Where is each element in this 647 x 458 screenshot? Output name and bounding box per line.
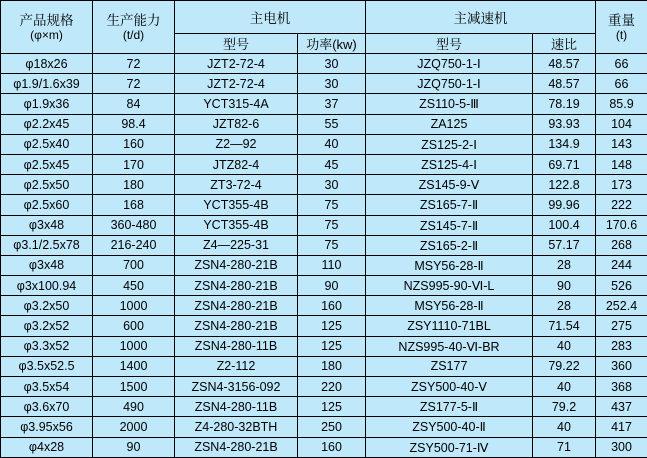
cell-reducer-ratio: 40 xyxy=(533,417,596,437)
cell-reducer-ratio: 79.2 xyxy=(533,397,596,417)
cell-product-spec: φ3x48 xyxy=(1,255,93,275)
cell-capacity: 90 xyxy=(93,437,175,457)
cell-weight: 368 xyxy=(596,377,647,397)
cell-motor-power: 125 xyxy=(298,397,366,417)
cell-reducer-model: ZS165-2-Ⅱ xyxy=(366,235,533,255)
cell-product-spec: φ3.1/2.5x78 xyxy=(1,235,93,255)
table-row xyxy=(1,54,647,74)
cell-reducer-ratio: 99.96 xyxy=(533,195,596,215)
subheader-motor-model: 型号 xyxy=(175,34,298,54)
cell-reducer-model: MSY56-28-Ⅱ xyxy=(366,296,533,316)
cell-reducer-ratio: 122.8 xyxy=(533,175,596,195)
cell-reducer-model: ZSY1110-71BL xyxy=(366,316,533,336)
subheader-motor-power: 功率(kw) xyxy=(298,34,366,54)
cell-motor-model: YCT315-4A xyxy=(175,94,298,114)
header-capacity xyxy=(93,1,175,54)
cell-motor-model: ZSN4-280-11B xyxy=(175,397,298,417)
cell-capacity: 84 xyxy=(93,94,175,114)
cell-reducer-ratio: 57.17 xyxy=(533,235,596,255)
cell-motor-model: ZSN4-280-21B xyxy=(175,316,298,336)
cell-reducer-ratio: 71 xyxy=(533,437,596,457)
cell-weight: 275 xyxy=(596,316,647,336)
cell-reducer-ratio: 28 xyxy=(533,255,596,275)
cell-reducer-model: ZS145-9-Ⅴ xyxy=(366,175,533,195)
cell-weight: 268 xyxy=(596,235,647,255)
cell-weight: 252.4 xyxy=(596,296,647,316)
cell-capacity: 168 xyxy=(93,195,175,215)
cell-reducer-model: ZSY500-40-Ⅱ xyxy=(366,417,533,437)
cell-product-spec: φ4x28 xyxy=(1,437,93,457)
table-row xyxy=(1,175,647,195)
cell-motor-model: ZSN4-280-21B xyxy=(175,255,298,275)
cell-product-spec: φ3.2x50 xyxy=(1,296,93,316)
cell-reducer-model: ZS110-5-Ⅲ xyxy=(366,94,533,114)
cell-product-spec: φ2.5x45 xyxy=(1,154,93,174)
header-weight xyxy=(596,1,647,54)
table-row xyxy=(1,94,647,114)
table-row xyxy=(1,296,647,316)
cell-capacity: 72 xyxy=(93,74,175,94)
table-row xyxy=(1,356,647,376)
table-row xyxy=(1,74,647,94)
cell-product-spec: φ2.2x45 xyxy=(1,114,93,134)
cell-capacity: 216-240 xyxy=(93,235,175,255)
cell-motor-model: JZT2-72-4 xyxy=(175,54,298,74)
cell-motor-power: 37 xyxy=(298,94,366,114)
cell-weight: 244 xyxy=(596,255,647,275)
cell-weight: 300 xyxy=(596,437,647,457)
cell-motor-model: Z2—92 xyxy=(175,134,298,154)
table-row xyxy=(1,377,647,397)
cell-weight: 173 xyxy=(596,175,647,195)
cell-motor-model: Z4—225-31 xyxy=(175,235,298,255)
table-row xyxy=(1,154,647,174)
cell-capacity: 360-480 xyxy=(93,215,175,235)
cell-motor-power: 30 xyxy=(298,54,366,74)
cell-capacity: 2000 xyxy=(93,417,175,437)
header-weight-title: 重量 xyxy=(596,13,647,28)
table-row xyxy=(1,276,647,296)
cell-reducer-model: ZS145-7-Ⅱ xyxy=(366,215,533,235)
table-row xyxy=(1,397,647,417)
cell-reducer-model: JZQ750-1-Ⅰ xyxy=(366,74,533,94)
cell-motor-power: 220 xyxy=(298,377,366,397)
cell-product-spec: φ2.5x40 xyxy=(1,134,93,154)
cell-motor-power: 45 xyxy=(298,154,366,174)
subheader-reducer-model: 型号 xyxy=(366,34,533,54)
cell-reducer-ratio: 48.57 xyxy=(533,74,596,94)
cell-motor-model: ZSN4-3156-092 xyxy=(175,377,298,397)
cell-motor-model: JZT82-6 xyxy=(175,114,298,134)
header-product-spec-unit: (φ×m) xyxy=(1,28,92,42)
cell-weight: 417 xyxy=(596,417,647,437)
cell-product-spec: φ3.5x54 xyxy=(1,377,93,397)
cell-product-spec: φ3.6x70 xyxy=(1,397,93,417)
cell-reducer-model: ZA125 xyxy=(366,114,533,134)
header-product-spec xyxy=(1,1,93,54)
table-row xyxy=(1,215,647,235)
cell-reducer-model: ZS125-2-Ⅰ xyxy=(366,134,533,154)
cell-capacity: 1500 xyxy=(93,377,175,397)
cell-capacity: 160 xyxy=(93,134,175,154)
cell-product-spec: φ1.9x36 xyxy=(1,94,93,114)
cell-reducer-ratio: 90 xyxy=(533,276,596,296)
cell-motor-power: 125 xyxy=(298,336,366,356)
cell-capacity: 98.4 xyxy=(93,114,175,134)
cell-reducer-ratio: 79.22 xyxy=(533,356,596,376)
cell-product-spec: φ3.3x52 xyxy=(1,336,93,356)
cell-motor-power: 90 xyxy=(298,276,366,296)
header-capacity-unit: (t/d) xyxy=(93,28,174,42)
cell-reducer-model: ZS177-5-Ⅱ xyxy=(366,397,533,417)
cell-weight: 85.9 xyxy=(596,94,647,114)
cell-capacity: 1400 xyxy=(93,356,175,376)
cell-reducer-model: ZSY500-71-Ⅳ xyxy=(366,437,533,457)
cell-motor-model: ZSN4-280-21B xyxy=(175,437,298,457)
table-row xyxy=(1,316,647,336)
table-row xyxy=(1,437,647,457)
subheader-reducer-ratio: 速比 xyxy=(533,34,596,54)
cell-motor-model: ZSN4-280-21B xyxy=(175,296,298,316)
cell-motor-power: 125 xyxy=(298,316,366,336)
cell-capacity: 600 xyxy=(93,316,175,336)
cell-reducer-model: ZS165-7-Ⅱ xyxy=(366,195,533,215)
table-body xyxy=(1,54,647,458)
cell-motor-model: YCT355-4B xyxy=(175,215,298,235)
cell-product-spec: φ18x26 xyxy=(1,54,93,74)
cell-weight: 143 xyxy=(596,134,647,154)
cell-weight: 360 xyxy=(596,356,647,376)
cell-weight: 170.6 xyxy=(596,215,647,235)
cell-motor-model: ZSN4-280-11B xyxy=(175,336,298,356)
cell-motor-power: 40 xyxy=(298,134,366,154)
cell-reducer-ratio: 93.93 xyxy=(533,114,596,134)
cell-capacity: 1000 xyxy=(93,296,175,316)
cell-reducer-ratio: 134.9 xyxy=(533,134,596,154)
cell-weight: 437 xyxy=(596,397,647,417)
cell-reducer-model: MSY56-28-Ⅱ xyxy=(366,255,533,275)
table-row xyxy=(1,235,647,255)
cell-capacity: 180 xyxy=(93,175,175,195)
table-header-row xyxy=(1,1,647,34)
cell-motor-power: 75 xyxy=(298,215,366,235)
cell-reducer-ratio: 78.19 xyxy=(533,94,596,114)
cell-reducer-model: NZS995-40-Ⅵ-BR xyxy=(366,336,533,356)
cell-reducer-ratio: 69.71 xyxy=(533,154,596,174)
cell-motor-model: JTZ82-4 xyxy=(175,154,298,174)
cell-motor-power: 75 xyxy=(298,235,366,255)
cell-motor-power: 160 xyxy=(298,437,366,457)
cell-capacity: 700 xyxy=(93,255,175,275)
cell-motor-power: 180 xyxy=(298,356,366,376)
cell-motor-power: 160 xyxy=(298,296,366,316)
header-product-spec-title: 产品规格 xyxy=(1,13,92,28)
cell-product-spec: φ3.5x52.5 xyxy=(1,356,93,376)
cell-reducer-ratio: 100.4 xyxy=(533,215,596,235)
cell-motor-model: ZT3-72-4 xyxy=(175,175,298,195)
cell-motor-power: 30 xyxy=(298,175,366,195)
cell-motor-model: ZSN4-280-21B xyxy=(175,276,298,296)
cell-motor-power: 55 xyxy=(298,114,366,134)
cell-weight: 526 xyxy=(596,276,647,296)
cell-motor-power: 110 xyxy=(298,255,366,275)
cell-motor-power: 250 xyxy=(298,417,366,437)
table-row xyxy=(1,255,647,275)
cell-reducer-ratio: 40 xyxy=(533,377,596,397)
cell-reducer-ratio: 40 xyxy=(533,336,596,356)
cell-reducer-model: JZQ750-1-Ⅰ xyxy=(366,54,533,74)
cell-reducer-model: ZS125-4-Ⅰ xyxy=(366,154,533,174)
cell-capacity: 170 xyxy=(93,154,175,174)
table-row xyxy=(1,114,647,134)
table-row xyxy=(1,195,647,215)
cell-reducer-ratio: 48.57 xyxy=(533,54,596,74)
cell-weight: 148 xyxy=(596,154,647,174)
cell-product-spec: φ2.5x60 xyxy=(1,195,93,215)
header-capacity-title: 生产能力 xyxy=(93,13,174,28)
cell-product-spec: φ2.5x50 xyxy=(1,175,93,195)
header-reducer: 主减速机 xyxy=(366,1,596,34)
cell-reducer-model: ZS177 xyxy=(366,356,533,376)
cell-capacity: 450 xyxy=(93,276,175,296)
cell-motor-model: YCT355-4B xyxy=(175,195,298,215)
cell-product-spec: φ3.95x56 xyxy=(1,417,93,437)
cell-capacity: 72 xyxy=(93,54,175,74)
header-weight-unit: (t) xyxy=(596,28,647,42)
cell-product-spec: φ3.2x52 xyxy=(1,316,93,336)
cell-product-spec: φ3x48 xyxy=(1,215,93,235)
table-row xyxy=(1,134,647,154)
header-main-motor: 主电机 xyxy=(175,1,366,34)
cell-capacity: 1000 xyxy=(93,336,175,356)
cell-weight: 283 xyxy=(596,336,647,356)
cell-weight: 104 xyxy=(596,114,647,134)
cell-capacity: 490 xyxy=(93,397,175,417)
cell-motor-model: Z4-280-32BTH xyxy=(175,417,298,437)
cell-motor-power: 75 xyxy=(298,195,366,215)
cell-reducer-ratio: 71.54 xyxy=(533,316,596,336)
table-row xyxy=(1,417,647,437)
cell-reducer-model: NZS995-90-Ⅵ-L xyxy=(366,276,533,296)
cell-weight: 66 xyxy=(596,54,647,74)
cell-motor-model: JZT2-72-4 xyxy=(175,74,298,94)
cell-product-spec: φ3x100.94 xyxy=(1,276,93,296)
cell-reducer-model: ZSY500-40-Ⅴ xyxy=(366,377,533,397)
cell-reducer-ratio: 28 xyxy=(533,296,596,316)
cell-product-spec: φ1.9/1.6x39 xyxy=(1,74,93,94)
cell-weight: 222 xyxy=(596,195,647,215)
cell-motor-model: Z2-112 xyxy=(175,356,298,376)
cell-motor-power: 30 xyxy=(298,74,366,94)
table-row xyxy=(1,336,647,356)
cell-weight: 66 xyxy=(596,74,647,94)
